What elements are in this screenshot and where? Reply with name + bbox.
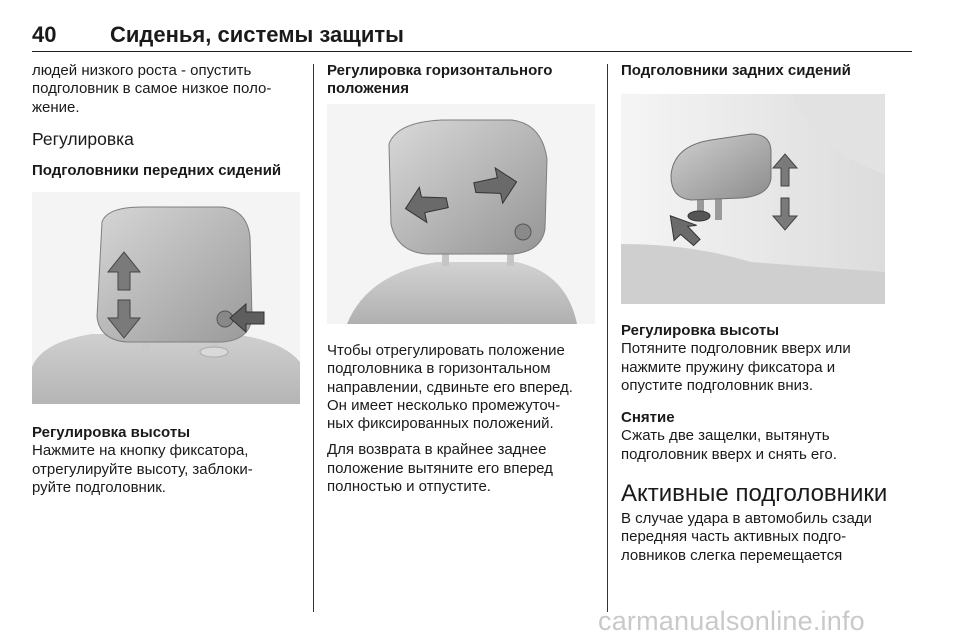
- column-2-text: [327, 342, 595, 496]
- text-line: положение вытяните его вперед: [327, 459, 553, 477]
- text-line: положения: [327, 80, 409, 98]
- section-title-active-headrests: Активные подголовники: [621, 480, 888, 508]
- text-line: Потяните подголовник вверх или: [621, 340, 851, 358]
- text-line: отрегулируйте высоту, заблоки-: [32, 460, 253, 478]
- text-line: Регулировка горизонтального: [327, 62, 553, 79]
- text-line: подголовник вверх и снять его.: [621, 445, 837, 463]
- section-heading-adjustment: Регулировка: [32, 128, 134, 149]
- text-line: подголовник в самое низкое поло-: [32, 80, 272, 98]
- removal-title: Снятие: [621, 409, 675, 427]
- column-2: [327, 62, 595, 99]
- paragraph-horizontal-2: [327, 441, 595, 496]
- column-divider-1: [313, 64, 314, 612]
- watermark: carmanualsonline.info: [598, 606, 865, 636]
- text-line: опустите подголовник вниз.: [621, 376, 814, 394]
- text-line: подголовника в горизонтальном: [327, 360, 551, 378]
- active-headrests-paragraph: [621, 510, 889, 565]
- text-line: ных фиксированных положений.: [327, 415, 554, 433]
- intro-paragraph: [32, 62, 300, 117]
- figure-horizontal-headrest: [327, 104, 595, 324]
- page-header: [32, 22, 912, 52]
- page-number: 40: [32, 22, 57, 47]
- heading-horizontal-adjustment: [327, 62, 595, 99]
- figure-rear-headrest: [621, 94, 885, 304]
- text-line: Сжать две защелки, вытянуть: [621, 427, 830, 445]
- text-line: Чтобы отрегулировать положение: [327, 342, 565, 359]
- column-3: [621, 62, 889, 80]
- text-line: полностью и отпустите.: [327, 478, 491, 496]
- text-line: нажмите пружину фиксатора и: [621, 358, 836, 376]
- text-line: Для возврата в крайнее заднее: [327, 441, 547, 459]
- text-line: В случае удара в автомобиль сзади: [621, 510, 872, 528]
- column-divider-2: [607, 64, 608, 612]
- column-1-caption: [32, 424, 300, 497]
- caption-title-height-rear: Регулировка высоты: [621, 322, 779, 339]
- subheading-front-headrests: Подголовники передних сидений: [32, 161, 282, 179]
- figure-front-headrest: [32, 192, 300, 404]
- paragraph-horizontal-1: [327, 342, 595, 433]
- text-line: ловников слегка перемещается: [621, 546, 843, 564]
- page-title: Сиденья, системы защиты: [110, 22, 404, 47]
- caption-paragraph: [32, 442, 300, 497]
- column-3-text: [621, 322, 889, 565]
- column-1: [32, 62, 300, 180]
- text-line: руйте подголовник.: [32, 478, 166, 496]
- removal-paragraph: [621, 427, 889, 464]
- text-line: передняя часть активных подго-: [621, 528, 847, 546]
- heading-rear-headrests: Подголовники задних сидений: [621, 62, 851, 79]
- text-line: направлении, сдвиньте его вперед.: [327, 378, 573, 396]
- text-line: жение.: [32, 98, 80, 116]
- caption-rear-paragraph: [621, 340, 889, 395]
- caption-title-height: Регулировка высоты: [32, 424, 190, 441]
- text-line: людей низкого роста - опустить: [32, 62, 252, 79]
- text-line: Он имеет несколько промежуточ-: [327, 396, 561, 414]
- text-line: Нажмите на кнопку фиксатора,: [32, 442, 249, 460]
